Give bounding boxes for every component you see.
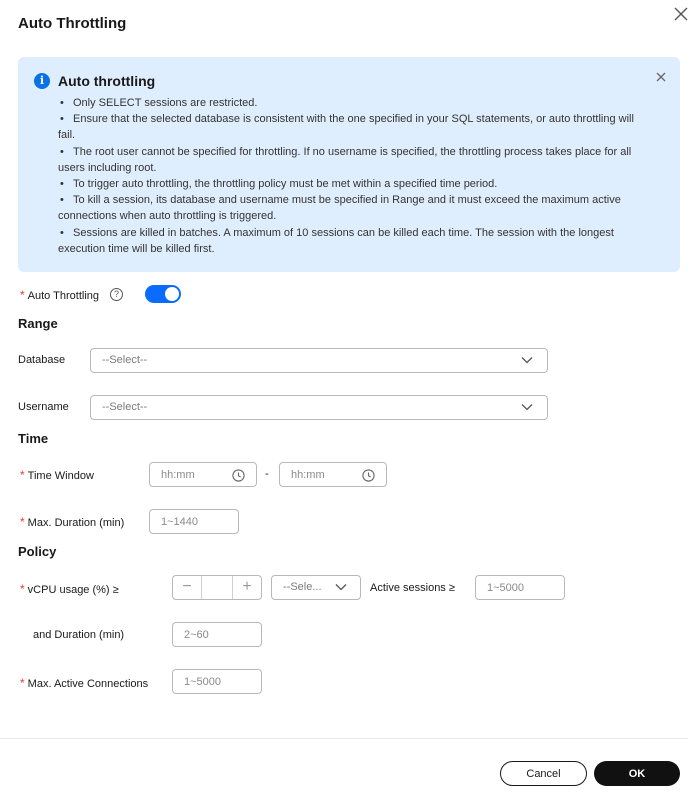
required-marker: * [20, 468, 25, 482]
decrement-button[interactable]: − [173, 576, 202, 599]
max-active-connections-label: * Max. Active Connections [20, 676, 149, 690]
help-icon[interactable]: ? [110, 288, 123, 301]
vcpu-usage-label: * vCPU usage (%) ≥ [20, 582, 119, 596]
time-separator: - [265, 468, 269, 480]
auto-throttling-toggle[interactable] [145, 285, 181, 303]
operator-select[interactable]: --Sele... [271, 575, 361, 600]
start-time-picker[interactable]: hh:mm [149, 462, 257, 487]
chevron-down-icon [521, 403, 533, 411]
range-heading: Range [18, 316, 58, 331]
footer-divider [0, 738, 688, 739]
notice-title: Auto throttling [58, 73, 156, 89]
policy-heading: Policy [18, 544, 57, 559]
end-time-picker[interactable]: hh:mm [279, 462, 387, 487]
close-notice-icon[interactable] [655, 71, 667, 83]
notice-item: • The root user cannot be specified for throttling. If no username is specified, the throttling process takes place for all users including root. [58, 145, 632, 174]
auto-throttling-label: * Auto Throttling [20, 288, 100, 302]
time-window-label: * Time Window [20, 468, 94, 482]
notice-item: • Sessions are killed in batches. A maximum of 10 sessions can be killed each time. The session with the longest execution time will be killed first. [58, 226, 614, 255]
max-duration-label: * Max. Duration (min) [20, 515, 125, 529]
vcpu-usage-stepper[interactable] [172, 575, 262, 600]
ok-button[interactable]: OK [594, 761, 680, 786]
cancel-button[interactable]: Cancel [500, 761, 587, 786]
required-marker: * [20, 582, 25, 596]
chevron-down-icon [335, 583, 347, 591]
info-notice [18, 57, 680, 272]
database-label: Database [18, 354, 66, 366]
notice-item: • Only SELECT sessions are restricted. [60, 97, 258, 109]
required-marker: * [20, 515, 25, 529]
duration-label: and Duration (min) [33, 629, 125, 641]
notice-item: • Ensure that the selected database is consistent with the one specified in your SQL statements, or auto throttling will fail. [58, 113, 634, 142]
time-heading: Time [18, 431, 49, 446]
duration-input[interactable] [172, 622, 262, 647]
chevron-down-icon [521, 356, 533, 364]
clock-icon [362, 469, 375, 482]
active-sessions-label: Active sessions ≥ [370, 582, 455, 594]
username-label: Username [18, 401, 69, 413]
username-select[interactable]: --Select-- [90, 395, 548, 420]
notice-list [58, 95, 638, 257]
database-select[interactable]: --Select-- [90, 348, 548, 373]
info-icon: i [34, 73, 50, 89]
required-marker: * [20, 676, 25, 690]
max-active-connections-input[interactable] [172, 669, 262, 694]
notice-item: • To kill a session, its database and username must be specified in Range and it must exceed the maximum active connections when auto throttling is triggered. [58, 194, 621, 223]
active-sessions-input[interactable] [475, 575, 565, 600]
dialog-title: Auto Throttling [18, 15, 127, 32]
close-icon[interactable] [672, 5, 688, 23]
required-marker: * [20, 288, 25, 302]
max-duration-input[interactable] [149, 509, 239, 534]
notice-item: • To trigger auto throttling, the throttling policy must be met within a specified time period. [60, 178, 498, 191]
increment-button[interactable]: + [232, 576, 261, 599]
clock-icon [232, 469, 245, 482]
